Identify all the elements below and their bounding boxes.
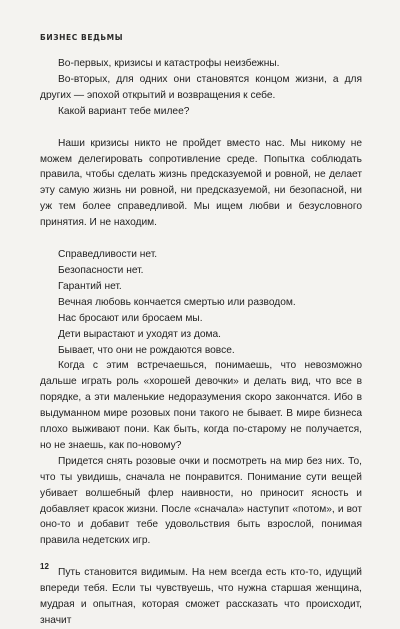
list-line-2: Безопасности нет. [58,264,144,276]
list-line-7: Бывает, что они не рождаются вовсе. [58,344,235,356]
list-line-1: Справедливости нет. [58,249,158,261]
paragraph-2: Во-вторых, для одних они становятся концом жизни, а для других — эпохой открытий и возвращения к себе. [40,73,362,101]
paragraph-4: Наши кризисы никто не пройдет вместо нас. Мы никому не можем делегировать сопротивление среде. Попытка соблюдать правила, чтобы сделать жизнь предсказуемой и ровной, не делает эту самую жизнь ни ровной, ни предсказуемой, ни безопасной, ни уж тем более справедливой. Мы ищем любви и безусловного принятия. И не находим. [40,137,362,229]
spacer [40,549,362,565]
page-body [40,56,362,629]
spacer [40,120,362,136]
list-line-4: Вечная любовь кончается смертью или разводом. [58,296,296,308]
paragraph-3: Какой вариант тебе милее? [58,105,190,117]
spacer [40,231,362,247]
list-line-3: Гарантий нет. [58,280,122,292]
paragraph-7: Путь становится видимым. На нем всегда есть кто-то, идущий впереди тебя. Если ты чувствуешь, что нужна старшая женщина, мудрая и опытная, которая сможет рассказать что происходит, значит [40,567,362,626]
page-number: 12 [40,562,49,571]
running-header: БИЗНЕС ВЕДЬМЫ [40,33,124,42]
list-line-5: Нас бросают или бросаем мы. [58,312,203,324]
list-line-6: Дети вырастают и уходят из дома. [58,328,221,340]
paragraph-6: Придется снять розовые очки и посмотреть на мир без них. То, что ты увидишь, сначала не понравится. Понимание сути вещей убивает волшебный флер наивности, но приносит ясность и добавляет красок жизни. После «сначала» наступит «потом», и вот оно-то и добавит тебе удовольствия быть взрослой, понимая правила недетских игр. [40,455,362,547]
paragraph-5: Когда с этим встречаешься, понимаешь, что невозможно дальше играть роль «хорошей девочки» и делать вид, что все в порядке, а эти маленькие недоразумения скоро закончатся. Ибо в выдуманном мире розовых пони такого не бывает. В мире бизнеса плохо выживают пони. Как быть, когда по-старому не получается, но не знаешь, как по-новому? [40,360,362,451]
paragraph-1: Во-первых, кризисы и катастрофы неизбежны. [58,58,280,69]
